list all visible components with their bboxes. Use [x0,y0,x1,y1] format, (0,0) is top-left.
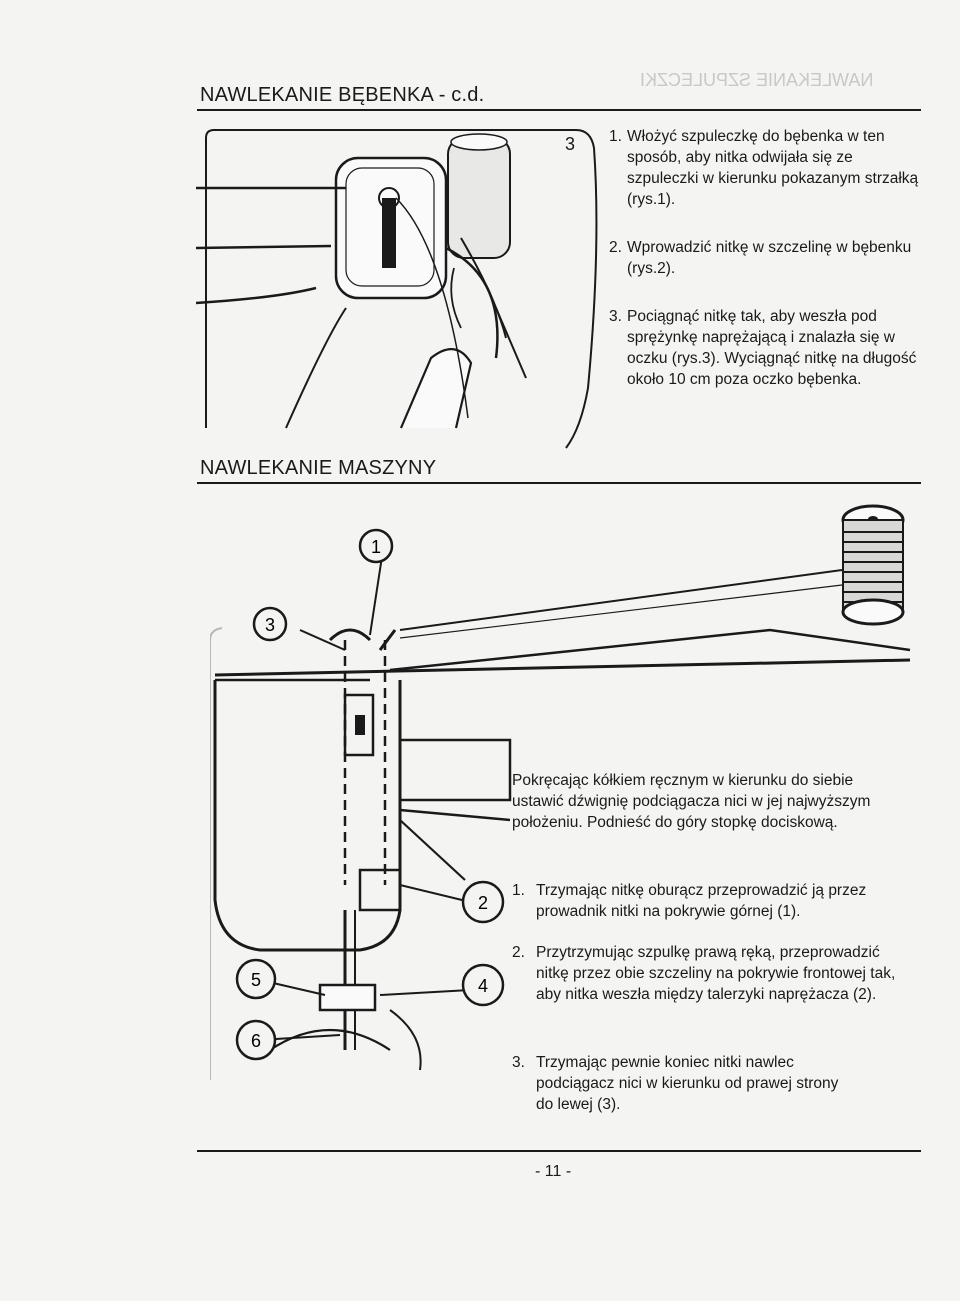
machine-title-rule [197,482,921,484]
svg-text:5: 5 [250,970,262,990]
machine-step-2: 2. Przytrzymując szpulkę prawą ręką, przeprowadzić nitkę przez obie szczeliny na pokrywie frontowej tak, aby nitka weszła między talerzyki naprężacza (2). [512,944,896,1003]
footer-rule [197,1150,921,1152]
svg-text:6: 6 [250,1031,262,1051]
bobbin-title-rule [197,109,921,111]
callout-4 [463,965,503,1005]
machine-section-title: NAWLEKANIE MASZYNY [200,457,437,479]
bleed-through-text: NAWLEKANIE SZPULECZKI [640,70,874,90]
machine-step-1: 1. Trzymając nitkę oburącz przeprowadzić ją przez prowadnik nitki na pokrywie górnej (1). [512,882,867,920]
machine-step-3: 3. Trzymając pewnie koniec nitki nawlec podciągacz nici w kierunku od prawej strony do lewej (3). [512,1054,839,1113]
callout-1 [360,530,392,562]
svg-text:3: 3 [264,615,276,635]
callout-5 [237,960,275,998]
figure-number-3: 3 [565,134,576,154]
callout-2 [463,882,503,922]
svg-text:4: 4 [477,976,489,996]
svg-text:2: 2 [477,893,489,913]
bobbin-case-figure [196,128,604,462]
callout-6 [237,1021,275,1059]
svg-text:1: 1 [370,537,382,557]
page-number: - 11 - [535,1163,572,1180]
bobbin-step-1: 1. Włożyć szpuleczkę do bębenka w ten sposób, aby nitka odwijała się ze szpuleczki w kierunku pokazanym strzałką (rys.1). [609,128,919,208]
bobbin-section-title: NAWLEKANIE BĘBENKA - c.d. [200,84,485,106]
bobbin-step-2: 2. Wprowadzić nitkę w szczelinę w bębenku (rys.2). [609,239,912,277]
callout-3 [254,608,286,640]
bobbin-step-3: 3. Pociągnąć nitkę tak, aby weszła pod sprężynkę naprężającą i znalazła się w oczku (rys.3). Wyciągnąć nitkę na długość około 10 cm poza oczko bębenka. [609,308,917,388]
machine-intro: Pokręcając kółkiem ręcznym w kierunku do siebie ustawić dźwignię podciągacza nici w jej najwyższym położeniu. Podnieść do góry stopkę dociskową. [512,772,871,831]
spool-icon [843,506,903,624]
